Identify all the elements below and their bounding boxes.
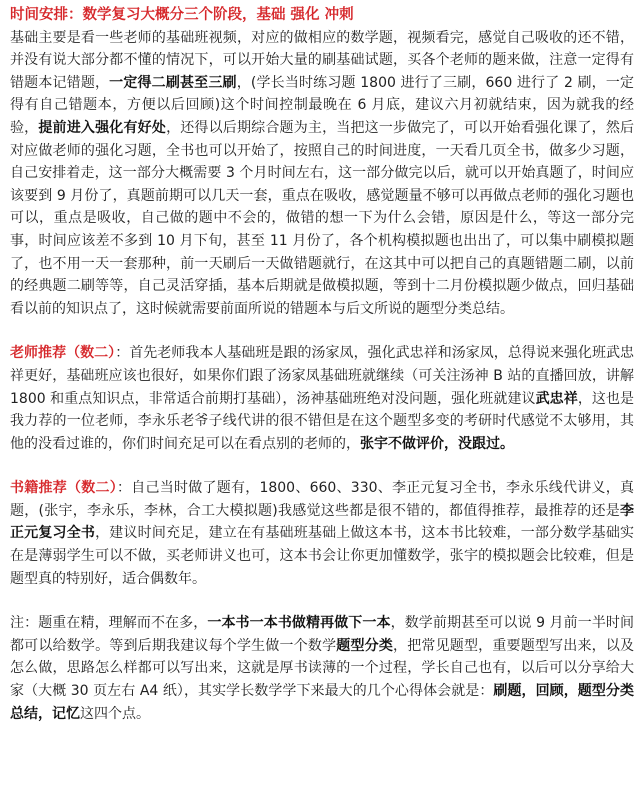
note-text-3: ，把常见题型，重要题型写出来，以及怎么做，思路怎么样都可以写出来，这就是厚书读薄的一个过程，学长自己也有，以后可以分享给大家（大概 30 页左右 A4 纸），其实学长数学学下来最大的几个心得体会就是： <box>10 637 635 700</box>
books-bold-1: 李正元复习全书 <box>10 502 634 542</box>
books-text-1: ：自己当时做了题有，1800、660、330、李正元复习全书，李永乐线代讲义，真题，(张宇，李永乐，李林，合工大模拟题)我感觉这些都是很不错的，都值得推荐，最推荐的还是 <box>10 480 634 519</box>
books-label: 书籍推荐（数二） <box>10 480 117 497</box>
note-bold-3: 刷题，回顾，题型分类总结，记忆 <box>10 683 634 722</box>
note-text-1: 注：题重在精，理解而不在多， <box>10 615 208 632</box>
note-paragraph <box>10 612 634 725</box>
teachers-paragraph <box>10 342 634 455</box>
note-text-4: 这四个点。 <box>80 705 150 722</box>
schedule-label: 时间安排： <box>10 7 83 23</box>
note-text-2: ，数学前期甚至可以说 9 月前一半时间都可以给数学。等到后期我建议每个学生做一个数学 <box>10 615 635 654</box>
teachers-text-1: ：首先老师我本人基础班是跟的汤家凤，强化武忠祥和汤家凤，总得说来强化班武忠祥更好，基础班应该也很好，如果你们跟了汤家凤基础班就继续（可关注汤神 B 站的直播回放，讲解 1800 和重点知识点，非常适合前期打基础），汤神基础班绝对没问题，强化班就建议 <box>10 345 635 407</box>
teachers-bold-1: 武忠祥 <box>535 390 578 407</box>
schedule-text-1: 基础主要是看一些老师的基础班视频，对应的做相应的数学题，视频看完，感觉自己吸收的还不错，并没有说大部分都不懂的情况下，可以开始大量的刷基础试题，买各个老师的题来做，注意一定得有错题本记错题， <box>10 29 634 91</box>
schedule-text-2: ，(学长当时练习题 1800 进行了三刷，660 进行了 2 刷，一定得有自己错题本，方便以后回顾)这个时间控制最晚在 6 月底，建议六月初就结束，因为就我的经验， <box>10 74 634 136</box>
teachers-bold-2: 张宇不做评价，没跟过。 <box>360 435 514 452</box>
schedule-bold-1: 一定得二刷甚至三刷 <box>109 74 237 91</box>
teachers-label: 老师推荐（数二） <box>10 345 116 362</box>
books-paragraph <box>10 477 634 590</box>
schedule-paragraph <box>10 4 634 320</box>
books-text-2: ，建议时间充足，建立在有基础班基础上做这本书，这本书比较难，一部分数学基础实在是薄弱学生可以不做，买老师讲义也可，这本书会让你更加懂数学，张宇的模拟题会比较难，但是题型真的特别好，适合偶数年。 <box>10 525 635 587</box>
schedule-bold-2: 提前进入强化有好处 <box>38 119 167 136</box>
schedule-title: 数学复习大概分三个阶段，基础 强化 冲刺 <box>82 7 354 23</box>
teachers-text-2: ，这也是我力荐的一位老师，李永乐老爷子线代讲的很不错但是在这个题型多变的考研时代感觉不太够用，其他的没看过谁的，你们时间充足可以在看点别的老师的， <box>10 390 635 452</box>
note-bold-1: 一本书一本书做精再做下一本 <box>207 615 391 632</box>
schedule-text-3: ，还得以后期综合题为主，当把这一步做完了，可以开始看强化课了，然后对应做老师的强化习题，全书也可以开始了，按照自己的时间进度，一天看几页全书，做多少习题，自己安排着走，这一部分大概需要 3 个月时间左右，这一部分做完以后，就可以开始真题了，时间应该要到 9 月份了，真题前期可以几天一套，重点在吸收，感觉题量不够可以再做点老师的强化习题也可以，重点是吸收，自己做的题中不会的，做错的想一下为什么会错，原因是什么，等这一部分完事，时间应该差不多到 10 月下旬，甚至 11 月份了，各个机构模拟题也出出了，可以集中刷模拟题了，也不用一天一套那种，前一天刷后一天做错题就行，在这其中可以把自己的真题错题二刷，以前的经典题二刷等等，自己灵活穿插，基本后期就是做模拟题，等到十二月份模拟题少做点，回归基础看以前的知识点了，这时候就需要前面所说的错题本与后文所说的题型分类总结。 <box>10 119 635 317</box>
note-bold-2: 题型分类 <box>336 637 394 654</box>
